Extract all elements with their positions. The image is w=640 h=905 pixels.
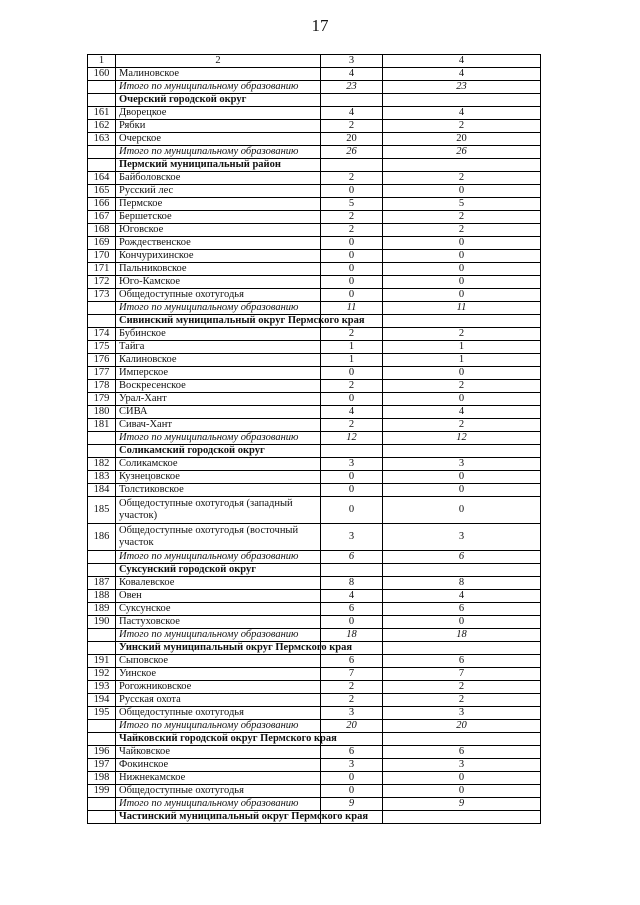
name-cell: Дворецкое	[116, 107, 321, 120]
table-row	[88, 354, 541, 367]
value-cell-3: 2	[321, 211, 383, 224]
value-cell-3: 1	[321, 354, 383, 367]
table-row	[88, 746, 541, 759]
row-number-cell: 189	[88, 603, 116, 616]
name-cell: Толстиковское	[116, 484, 321, 497]
row-number-cell	[88, 551, 116, 564]
table-row	[88, 616, 541, 629]
row-number-cell: 173	[88, 289, 116, 302]
name-cell: Очерское	[116, 133, 321, 146]
row-number-cell: 195	[88, 707, 116, 720]
value-cell-4: 12	[383, 432, 541, 445]
table-row	[88, 250, 541, 263]
value-cell-4: 6	[383, 551, 541, 564]
value-cell-4: 2	[383, 419, 541, 432]
value-cell-4	[383, 564, 541, 577]
value-cell-3: 2	[321, 328, 383, 341]
name-cell: Общедоступные охотугодья (восточный участок	[116, 524, 321, 551]
value-cell-3: 4	[321, 107, 383, 120]
subtotal-row	[88, 629, 541, 642]
value-cell-3: 0	[321, 616, 383, 629]
value-cell-3: 0	[321, 497, 383, 524]
value-cell-3: 8	[321, 577, 383, 590]
name-cell: Рябки	[116, 120, 321, 133]
subtotal-row	[88, 432, 541, 445]
name-cell: Общедоступные охотугодья	[116, 289, 321, 302]
value-cell-4: 6	[383, 603, 541, 616]
name-cell: Итого по муниципальному образованию	[116, 81, 321, 94]
name-cell: Итого по муниципальному образованию	[116, 720, 321, 733]
name-cell: Калиновское	[116, 354, 321, 367]
table-row	[88, 263, 541, 276]
value-cell-4	[383, 159, 541, 172]
row-number-cell: 183	[88, 471, 116, 484]
row-number-cell	[88, 642, 116, 655]
value-cell-3: 11	[321, 302, 383, 315]
value-cell-3: 5	[321, 198, 383, 211]
row-number-cell: 178	[88, 380, 116, 393]
value-cell-4: 0	[383, 785, 541, 798]
name-cell: СИВА	[116, 406, 321, 419]
value-cell-4: 2	[383, 681, 541, 694]
table-row	[88, 198, 541, 211]
table-row	[88, 655, 541, 668]
table-row	[88, 772, 541, 785]
header-col-4: 4	[383, 55, 541, 68]
row-number-cell: 179	[88, 393, 116, 406]
name-cell: Малиновское	[116, 68, 321, 81]
value-cell-3: 18	[321, 629, 383, 642]
value-cell-3: 0	[321, 785, 383, 798]
name-cell: Суксунское	[116, 603, 321, 616]
value-cell-4: 0	[383, 471, 541, 484]
value-cell-3: 3	[321, 707, 383, 720]
value-cell-4: 2	[383, 224, 541, 237]
table-row	[88, 341, 541, 354]
value-cell-3: 2	[321, 120, 383, 133]
table-row	[88, 367, 541, 380]
section-title: Чайковский городской округ Пермского края	[116, 733, 321, 746]
value-cell-3: 2	[321, 224, 383, 237]
row-number-cell	[88, 81, 116, 94]
value-cell-3: 9	[321, 798, 383, 811]
name-cell: Итого по муниципальному образованию	[116, 432, 321, 445]
value-cell-3: 0	[321, 289, 383, 302]
value-cell-4: 0	[383, 497, 541, 524]
value-cell-3: 0	[321, 772, 383, 785]
value-cell-4: 1	[383, 354, 541, 367]
section-title: Очерский городской округ	[116, 94, 321, 107]
value-cell-4: 4	[383, 406, 541, 419]
table-row	[88, 590, 541, 603]
subtotal-row	[88, 81, 541, 94]
value-cell-3: 0	[321, 263, 383, 276]
name-cell: Сыповское	[116, 655, 321, 668]
value-cell-4: 0	[383, 289, 541, 302]
value-cell-3: 3	[321, 458, 383, 471]
row-number-cell: 165	[88, 185, 116, 198]
value-cell-4: 2	[383, 380, 541, 393]
row-number-cell: 187	[88, 577, 116, 590]
value-cell-3: 0	[321, 484, 383, 497]
table-row	[88, 419, 541, 432]
value-cell-4	[383, 445, 541, 458]
value-cell-3	[321, 159, 383, 172]
name-cell: Бубинское	[116, 328, 321, 341]
section-title: Соликамский городской округ	[116, 445, 321, 458]
name-cell: Кончурихинское	[116, 250, 321, 263]
table-row	[88, 211, 541, 224]
row-number-cell: 193	[88, 681, 116, 694]
table-row	[88, 289, 541, 302]
table-row	[88, 471, 541, 484]
name-cell: Нижнекамское	[116, 772, 321, 785]
name-cell: Русская охота	[116, 694, 321, 707]
row-number-cell: 171	[88, 263, 116, 276]
row-number-cell	[88, 720, 116, 733]
subtotal-row	[88, 302, 541, 315]
value-cell-4: 3	[383, 707, 541, 720]
value-cell-3: 0	[321, 393, 383, 406]
table-row	[88, 328, 541, 341]
row-number-cell: 176	[88, 354, 116, 367]
value-cell-4: 0	[383, 772, 541, 785]
section-header-row	[88, 94, 541, 107]
subtotal-row	[88, 146, 541, 159]
value-cell-4: 6	[383, 746, 541, 759]
value-cell-4: 0	[383, 276, 541, 289]
value-cell-4: 3	[383, 524, 541, 551]
header-col-3: 3	[321, 55, 383, 68]
value-cell-3: 4	[321, 406, 383, 419]
value-cell-4: 2	[383, 694, 541, 707]
name-cell: Русский лес	[116, 185, 321, 198]
header-col-1: 1	[88, 55, 116, 68]
name-cell: Итого по муниципальному образованию	[116, 629, 321, 642]
row-number-cell: 172	[88, 276, 116, 289]
value-cell-3: 3	[321, 759, 383, 772]
table-row	[88, 681, 541, 694]
value-cell-4	[383, 642, 541, 655]
name-cell: Имперское	[116, 367, 321, 380]
value-cell-3: 0	[321, 367, 383, 380]
value-cell-4: 0	[383, 484, 541, 497]
table-row	[88, 107, 541, 120]
table-row	[88, 577, 541, 590]
value-cell-3: 0	[321, 250, 383, 263]
name-cell: Овен	[116, 590, 321, 603]
value-cell-4: 18	[383, 629, 541, 642]
row-number-cell	[88, 302, 116, 315]
value-cell-3: 6	[321, 603, 383, 616]
table-row	[88, 120, 541, 133]
name-cell: Общедоступные охотугодья (западный участок)	[116, 497, 321, 524]
section-title: Уинский муниципальный округ Пермского края	[116, 642, 321, 655]
table-row	[88, 668, 541, 681]
table-body	[88, 68, 541, 824]
table-row	[88, 172, 541, 185]
value-cell-3: 0	[321, 471, 383, 484]
table-row	[88, 380, 541, 393]
table-row	[88, 276, 541, 289]
name-cell: Пальниковское	[116, 263, 321, 276]
table-row	[88, 707, 541, 720]
row-number-cell: 169	[88, 237, 116, 250]
row-number-cell: 160	[88, 68, 116, 81]
name-cell: Пермское	[116, 198, 321, 211]
row-number-cell: 188	[88, 590, 116, 603]
value-cell-3: 2	[321, 380, 383, 393]
value-cell-4	[383, 811, 541, 824]
row-number-cell	[88, 811, 116, 824]
value-cell-3: 2	[321, 419, 383, 432]
row-number-cell: 162	[88, 120, 116, 133]
name-cell: Сивач-Хант	[116, 419, 321, 432]
value-cell-4: 4	[383, 68, 541, 81]
value-cell-4: 8	[383, 577, 541, 590]
value-cell-4: 0	[383, 250, 541, 263]
name-cell: Чайковское	[116, 746, 321, 759]
row-number-cell: 191	[88, 655, 116, 668]
name-cell: Итого по муниципальному образованию	[116, 302, 321, 315]
value-cell-4: 1	[383, 341, 541, 354]
section-title: Сивинский муниципальный округ Пермского края	[116, 315, 321, 328]
value-cell-3	[321, 94, 383, 107]
table-row	[88, 497, 541, 524]
page-number: 17	[311, 16, 329, 35]
value-cell-4: 3	[383, 458, 541, 471]
row-number-cell: 197	[88, 759, 116, 772]
value-cell-3: 6	[321, 746, 383, 759]
section-header-row	[88, 642, 541, 655]
row-number-cell: 190	[88, 616, 116, 629]
section-header-row	[88, 564, 541, 577]
name-cell: Урал-Хант	[116, 393, 321, 406]
table-row	[88, 603, 541, 616]
value-cell-3: 12	[321, 432, 383, 445]
value-cell-3: 7	[321, 668, 383, 681]
value-cell-4: 0	[383, 237, 541, 250]
value-cell-4: 0	[383, 263, 541, 276]
value-cell-4: 4	[383, 590, 541, 603]
row-number-cell	[88, 564, 116, 577]
value-cell-4: 2	[383, 172, 541, 185]
hunting-grounds-table	[87, 54, 541, 824]
row-number-cell: 186	[88, 524, 116, 551]
header-col-2: 2	[116, 55, 321, 68]
row-number-cell	[88, 94, 116, 107]
row-number-cell: 196	[88, 746, 116, 759]
name-cell: Общедоступные охотугодья	[116, 785, 321, 798]
value-cell-4: 7	[383, 668, 541, 681]
name-cell: Итого по муниципальному образованию	[116, 551, 321, 564]
value-cell-3: 4	[321, 68, 383, 81]
name-cell: Ковалевское	[116, 577, 321, 590]
name-cell: Юго-Камское	[116, 276, 321, 289]
value-cell-4: 2	[383, 328, 541, 341]
row-number-cell: 198	[88, 772, 116, 785]
value-cell-4: 23	[383, 81, 541, 94]
value-cell-4: 0	[383, 393, 541, 406]
value-cell-3: 4	[321, 590, 383, 603]
value-cell-4: 4	[383, 107, 541, 120]
name-cell: Общедоступные охотугодья	[116, 707, 321, 720]
name-cell: Бершетское	[116, 211, 321, 224]
row-number-cell: 161	[88, 107, 116, 120]
value-cell-3: 1	[321, 341, 383, 354]
name-cell: Пастуховское	[116, 616, 321, 629]
table-row	[88, 237, 541, 250]
row-number-cell: 168	[88, 224, 116, 237]
row-number-cell: 170	[88, 250, 116, 263]
section-header-row	[88, 445, 541, 458]
name-cell: Байболовское	[116, 172, 321, 185]
row-number-cell	[88, 629, 116, 642]
row-number-cell: 199	[88, 785, 116, 798]
row-number-cell: 166	[88, 198, 116, 211]
value-cell-3: 2	[321, 172, 383, 185]
row-number-cell: 175	[88, 341, 116, 354]
table-row	[88, 68, 541, 81]
value-cell-4: 0	[383, 185, 541, 198]
name-cell: Уинское	[116, 668, 321, 681]
row-number-cell	[88, 733, 116, 746]
value-cell-3	[321, 564, 383, 577]
value-cell-4: 2	[383, 211, 541, 224]
value-cell-4: 6	[383, 655, 541, 668]
table-row	[88, 785, 541, 798]
section-title: Суксунский городской округ	[116, 564, 321, 577]
value-cell-3: 6	[321, 551, 383, 564]
value-cell-4	[383, 733, 541, 746]
row-number-cell: 163	[88, 133, 116, 146]
value-cell-3: 23	[321, 81, 383, 94]
section-title: Частинский муниципальный округ Пермского края	[116, 811, 321, 824]
value-cell-4: 3	[383, 759, 541, 772]
value-cell-3: 2	[321, 694, 383, 707]
value-cell-3: 0	[321, 237, 383, 250]
table-row	[88, 694, 541, 707]
value-cell-3: 3	[321, 524, 383, 551]
row-number-cell: 192	[88, 668, 116, 681]
subtotal-row	[88, 720, 541, 733]
value-cell-3: 6	[321, 655, 383, 668]
value-cell-4	[383, 315, 541, 328]
name-cell: Итого по муниципальному образованию	[116, 798, 321, 811]
row-number-cell: 174	[88, 328, 116, 341]
row-number-cell: 182	[88, 458, 116, 471]
row-number-cell: 185	[88, 497, 116, 524]
row-number-cell: 181	[88, 419, 116, 432]
name-cell: Соликамское	[116, 458, 321, 471]
name-cell: Фокинское	[116, 759, 321, 772]
name-cell: Кузнецовское	[116, 471, 321, 484]
table-row	[88, 185, 541, 198]
value-cell-4: 20	[383, 133, 541, 146]
name-cell: Тайга	[116, 341, 321, 354]
table-row	[88, 458, 541, 471]
section-header-row	[88, 733, 541, 746]
table-row	[88, 524, 541, 551]
value-cell-3: 26	[321, 146, 383, 159]
value-cell-3: 2	[321, 681, 383, 694]
value-cell-3: 0	[321, 185, 383, 198]
name-cell: Юговское	[116, 224, 321, 237]
row-number-cell: 164	[88, 172, 116, 185]
row-number-cell: 177	[88, 367, 116, 380]
value-cell-4: 11	[383, 302, 541, 315]
row-number-cell	[88, 432, 116, 445]
table-row	[88, 406, 541, 419]
value-cell-3: 0	[321, 276, 383, 289]
table-row	[88, 759, 541, 772]
row-number-cell	[88, 445, 116, 458]
value-cell-4: 9	[383, 798, 541, 811]
table-row	[88, 224, 541, 237]
name-cell: Итого по муниципальному образованию	[116, 146, 321, 159]
section-header-row	[88, 811, 541, 824]
row-number-cell	[88, 798, 116, 811]
section-header-row	[88, 315, 541, 328]
table-row	[88, 393, 541, 406]
row-number-cell: 167	[88, 211, 116, 224]
row-number-cell	[88, 315, 116, 328]
row-number-cell: 194	[88, 694, 116, 707]
name-cell: Рогожниковское	[116, 681, 321, 694]
value-cell-4: 26	[383, 146, 541, 159]
table-row	[88, 484, 541, 497]
value-cell-4	[383, 94, 541, 107]
section-title: Пермский муниципальный район	[116, 159, 321, 172]
value-cell-4: 5	[383, 198, 541, 211]
row-number-cell: 180	[88, 406, 116, 419]
table-header-row	[88, 55, 541, 68]
value-cell-4: 2	[383, 120, 541, 133]
subtotal-row	[88, 798, 541, 811]
value-cell-3	[321, 445, 383, 458]
name-cell: Рождественское	[116, 237, 321, 250]
row-number-cell: 184	[88, 484, 116, 497]
name-cell: Воскресенское	[116, 380, 321, 393]
subtotal-row	[88, 551, 541, 564]
value-cell-3: 20	[321, 133, 383, 146]
value-cell-3: 20	[321, 720, 383, 733]
table-row	[88, 133, 541, 146]
value-cell-4: 0	[383, 616, 541, 629]
value-cell-4: 20	[383, 720, 541, 733]
section-header-row	[88, 159, 541, 172]
row-number-cell	[88, 159, 116, 172]
value-cell-4: 0	[383, 367, 541, 380]
row-number-cell	[88, 146, 116, 159]
